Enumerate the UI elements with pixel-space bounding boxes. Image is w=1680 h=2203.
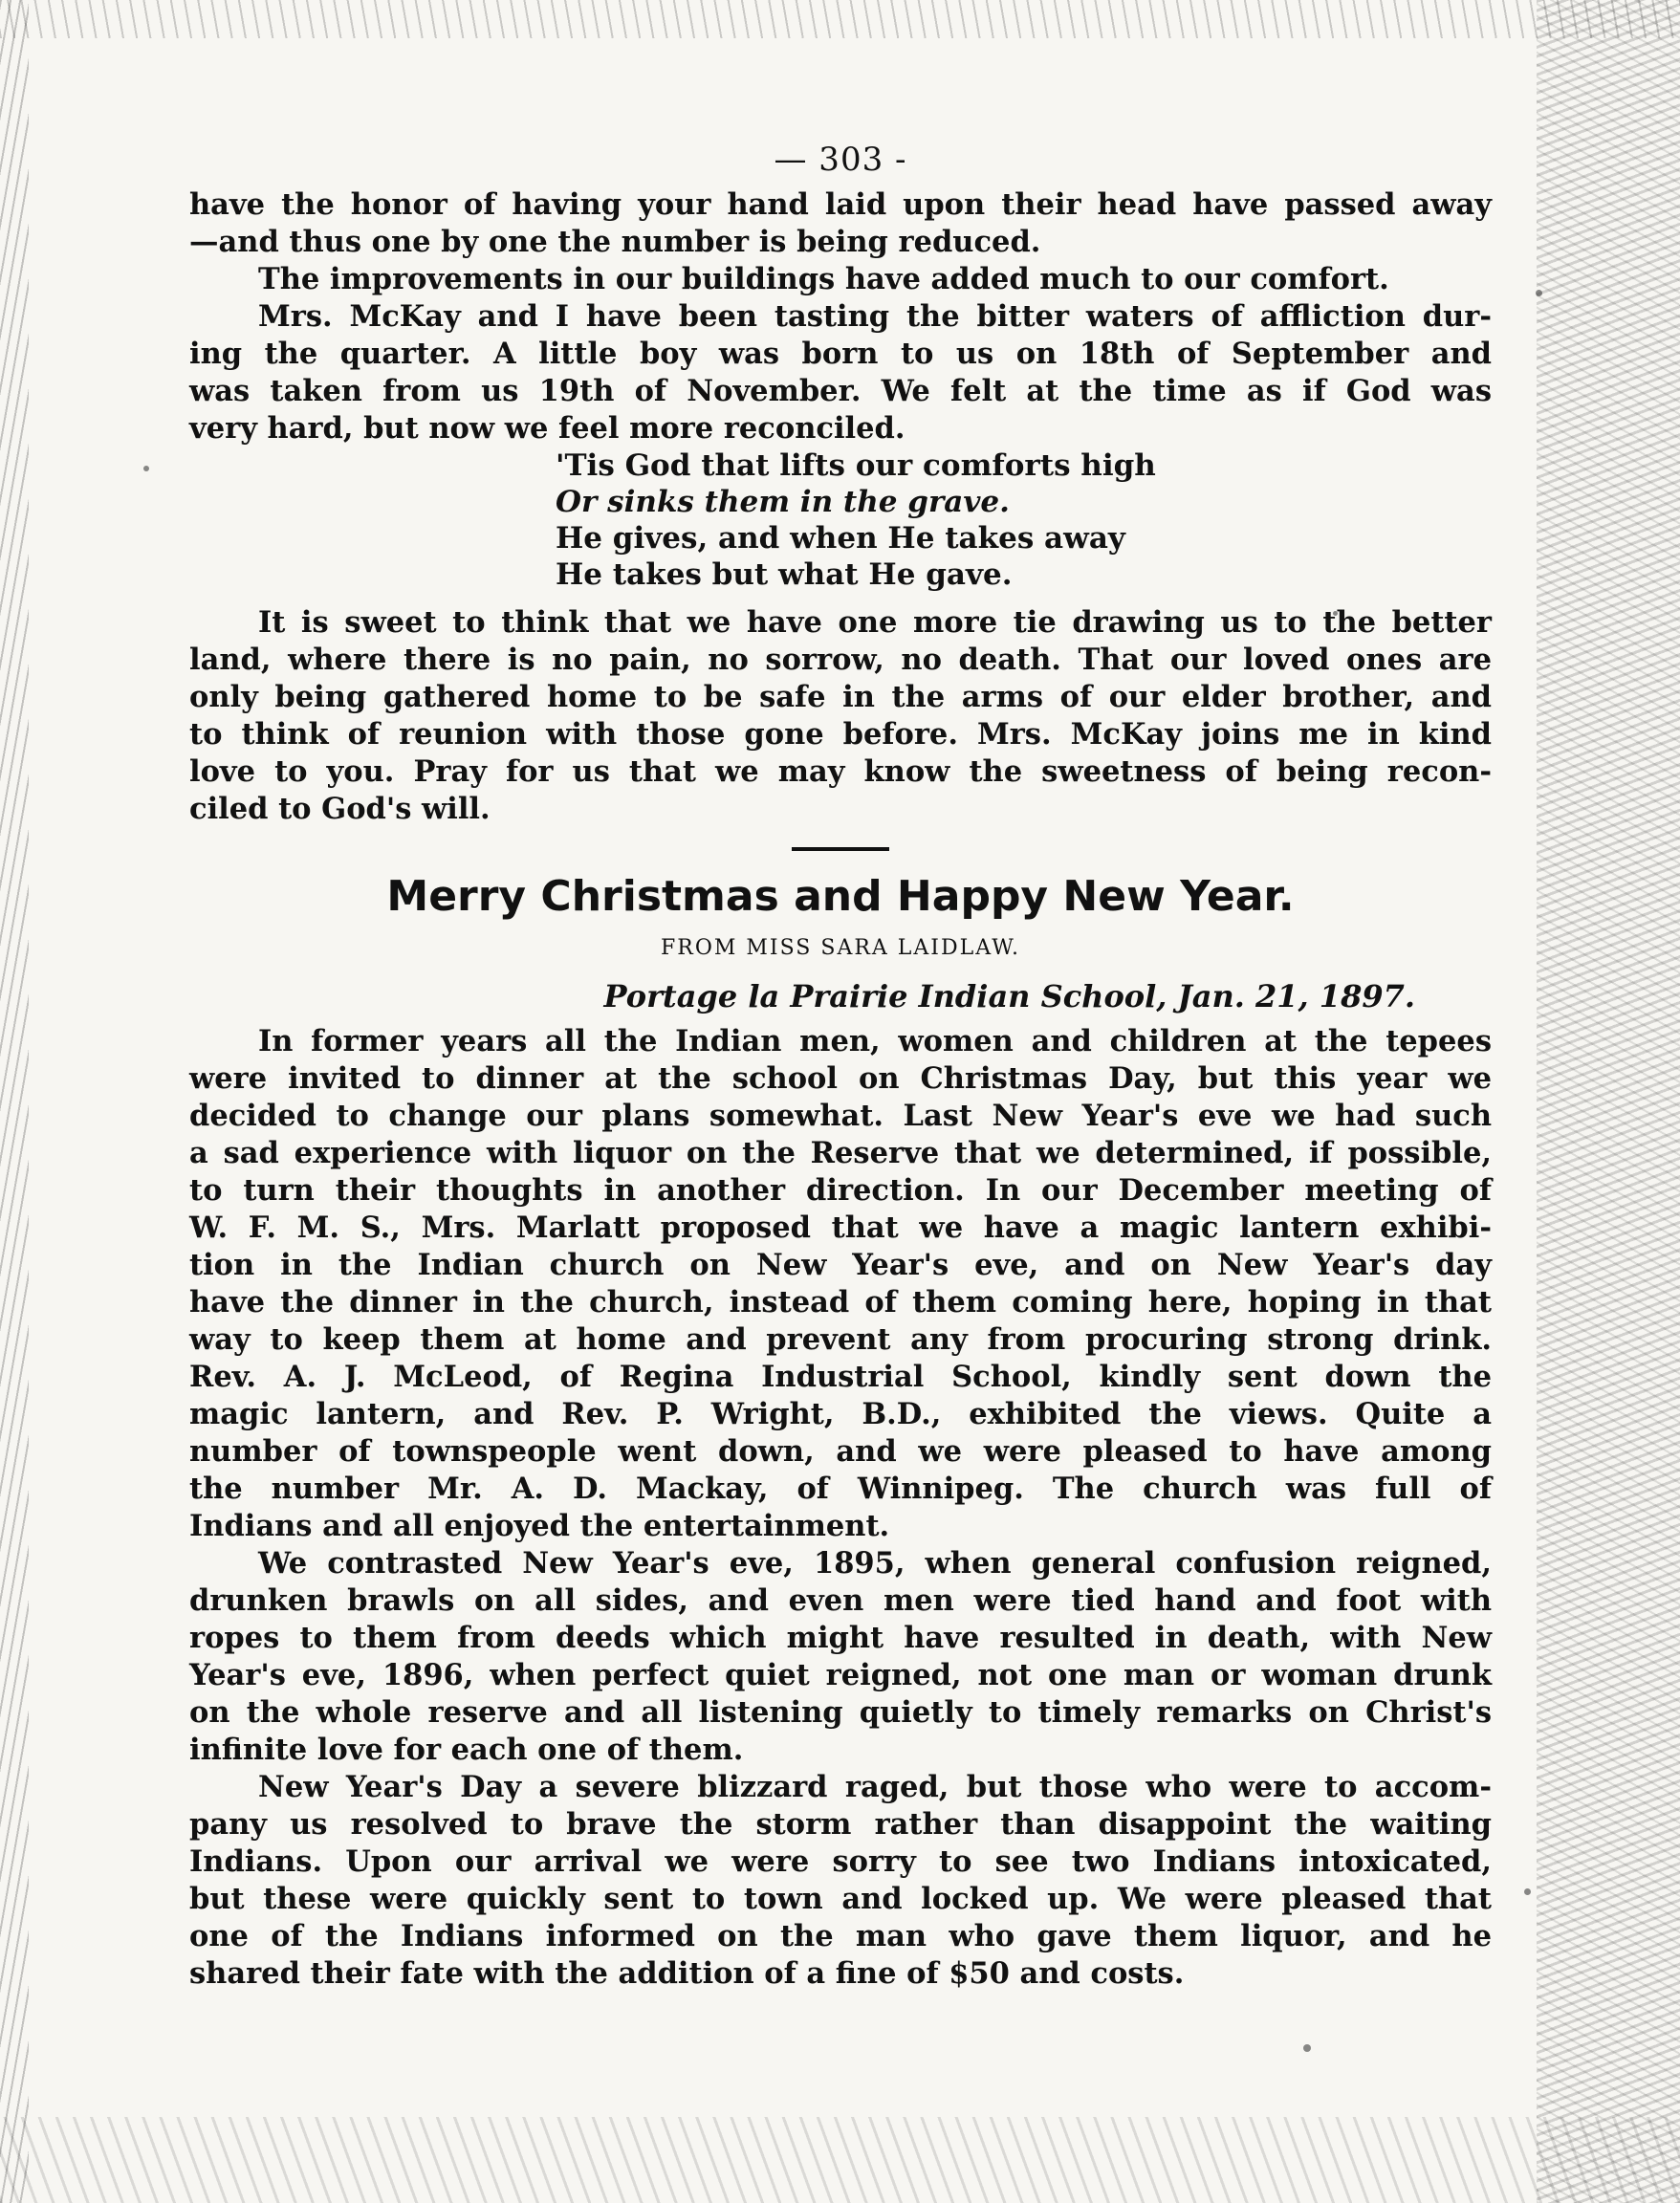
letter-paragraph-3	[189, 298, 1492, 447]
text-line: on the whole reserve and all listening quietly to timely remarks on Christ's	[189, 1695, 1492, 1730]
text-line: W. F. M. S., Mrs. Marlatt proposed that we have a magic lantern exhibi-	[189, 1211, 1492, 1245]
text-line: land, where there is no pain, no sorrow, no death. That our loved ones are	[189, 643, 1492, 677]
text-line: way to keep them at home and prevent any from procuring strong drink.	[189, 1322, 1492, 1357]
poem-verse	[556, 447, 1492, 593]
text-line: only being gathered home to be safe in the arms of our elder brother, and	[189, 680, 1492, 714]
article-paragraph-1	[189, 1023, 1492, 1545]
poem-line: He gives, and when He takes away	[556, 521, 1125, 556]
text-line: pany us resolved to brave the storm rather than disappoint the waiting	[189, 1807, 1492, 1842]
scan-noise-bottom	[0, 2117, 1680, 2203]
text-line: the number Mr. A. D. Mackay, of Winnipeg. The church was full of	[189, 1472, 1492, 1506]
text-line: but these were quickly sent to town and locked up. We were pleased that	[189, 1882, 1492, 1916]
text-line: In former years all the Indian men, women and children at the tepees	[258, 1024, 1492, 1058]
text-line: to turn their thoughts in another direction. In our December meeting of	[189, 1173, 1492, 1208]
text-line: ing the quarter. A little boy was born to us on 18th of September and	[189, 337, 1492, 371]
text-line: a sad experience with liquor on the Reserve that we determined, if possible,	[189, 1136, 1492, 1170]
page-content	[189, 142, 1492, 1993]
page-number: — 303 -	[774, 141, 907, 179]
poem-line: Or sinks them in the grave.	[556, 485, 1010, 519]
text-line: Indians. Upon our arrival we were sorry to see two Indians intoxicated,	[189, 1844, 1492, 1879]
speck	[1303, 2044, 1311, 2052]
poem-line: He takes but what He gave.	[556, 557, 1013, 592]
speck	[143, 466, 149, 471]
speck	[1536, 290, 1542, 296]
article-byline: FROM MISS SARA LAIDLAW.	[661, 936, 1020, 960]
text-line: were invited to dinner at the school on Christmas Day, but this year we	[189, 1061, 1492, 1096]
text-line: infinite love for each one of them.	[189, 1733, 744, 1767]
article-dateline: Portage la Prairie Indian School, Jan. 21, 1897.	[603, 978, 1415, 1014]
poem-line: 'Tis God that lifts our comforts high	[556, 448, 1156, 483]
article-paragraph-3	[189, 1769, 1492, 1993]
text-line: ropes to them from deeds which might have resulted in death, with New	[189, 1621, 1492, 1655]
text-line: have the dinner in the church, instead of them coming here, hoping in that	[189, 1285, 1492, 1320]
section-divider	[792, 847, 889, 851]
letter-paragraph-4	[189, 604, 1492, 828]
speck	[1524, 1888, 1531, 1895]
scan-noise-top	[0, 0, 1680, 38]
text-line: magic lantern, and Rev. P. Wright, B.D., exhibited the views. Quite a	[189, 1397, 1492, 1431]
text-line: number of townspeople went down, and we were pleased to have among	[189, 1434, 1492, 1469]
text-line: ciled to God's will.	[189, 792, 491, 826]
letter-paragraph-2: The improvements in our buildings have added much to our comfort.	[258, 262, 1389, 296]
text-line: one of the Indians informed on the man who gave them liquor, and he	[189, 1919, 1492, 1953]
text-line: to think of reunion with those gone before. Mrs. McKay joins me in kind	[189, 717, 1492, 752]
text-line: —and thus one by one the number is being reduced.	[189, 225, 1041, 259]
text-line: Rev. A. J. McLeod, of Regina Industrial School, kindly sent down the	[189, 1360, 1492, 1394]
scan-noise-right	[1537, 0, 1680, 2203]
text-line: decided to change our plans somewhat. Last New Year's eve we had such	[189, 1099, 1492, 1133]
text-line: Mrs. McKay and I have been tasting the bitter waters of affliction dur-	[258, 299, 1492, 334]
text-line: It is sweet to think that we have one more tie drawing us to the better	[258, 605, 1492, 640]
text-line: shared their fate with the addition of a fine of $50 and costs.	[189, 1956, 1185, 1991]
text-line: Indians and all enjoyed the entertainment.	[189, 1509, 890, 1543]
text-line: New Year's Day a severe blizzard raged, but those who were to accom-	[258, 1770, 1492, 1804]
text-line: tion in the Indian church on New Year's eve, and on New Year's day	[189, 1248, 1492, 1282]
text-line: was taken from us 19th of November. We felt at the time as if God was	[189, 374, 1492, 408]
article-title: Merry Christmas and Happy New Year.	[386, 872, 1295, 921]
text-line: We contrasted New Year's eve, 1895, when general confusion reigned,	[258, 1546, 1492, 1581]
text-line: drunken brawls on all sides, and even men were tied hand and foot with	[189, 1583, 1492, 1618]
article-paragraph-2	[189, 1545, 1492, 1769]
scan-noise-left	[0, 0, 29, 2203]
letter-paragraph-1	[189, 186, 1492, 261]
text-line: very hard, but now we feel more reconciled.	[189, 411, 905, 446]
text-line: have the honor of having your hand laid upon their head have passed away	[189, 187, 1492, 222]
text-line: love to you. Pray for us that we may know the sweetness of being recon-	[189, 754, 1492, 789]
text-line: Year's eve, 1896, when perfect quiet reigned, not one man or woman drunk	[189, 1658, 1492, 1692]
